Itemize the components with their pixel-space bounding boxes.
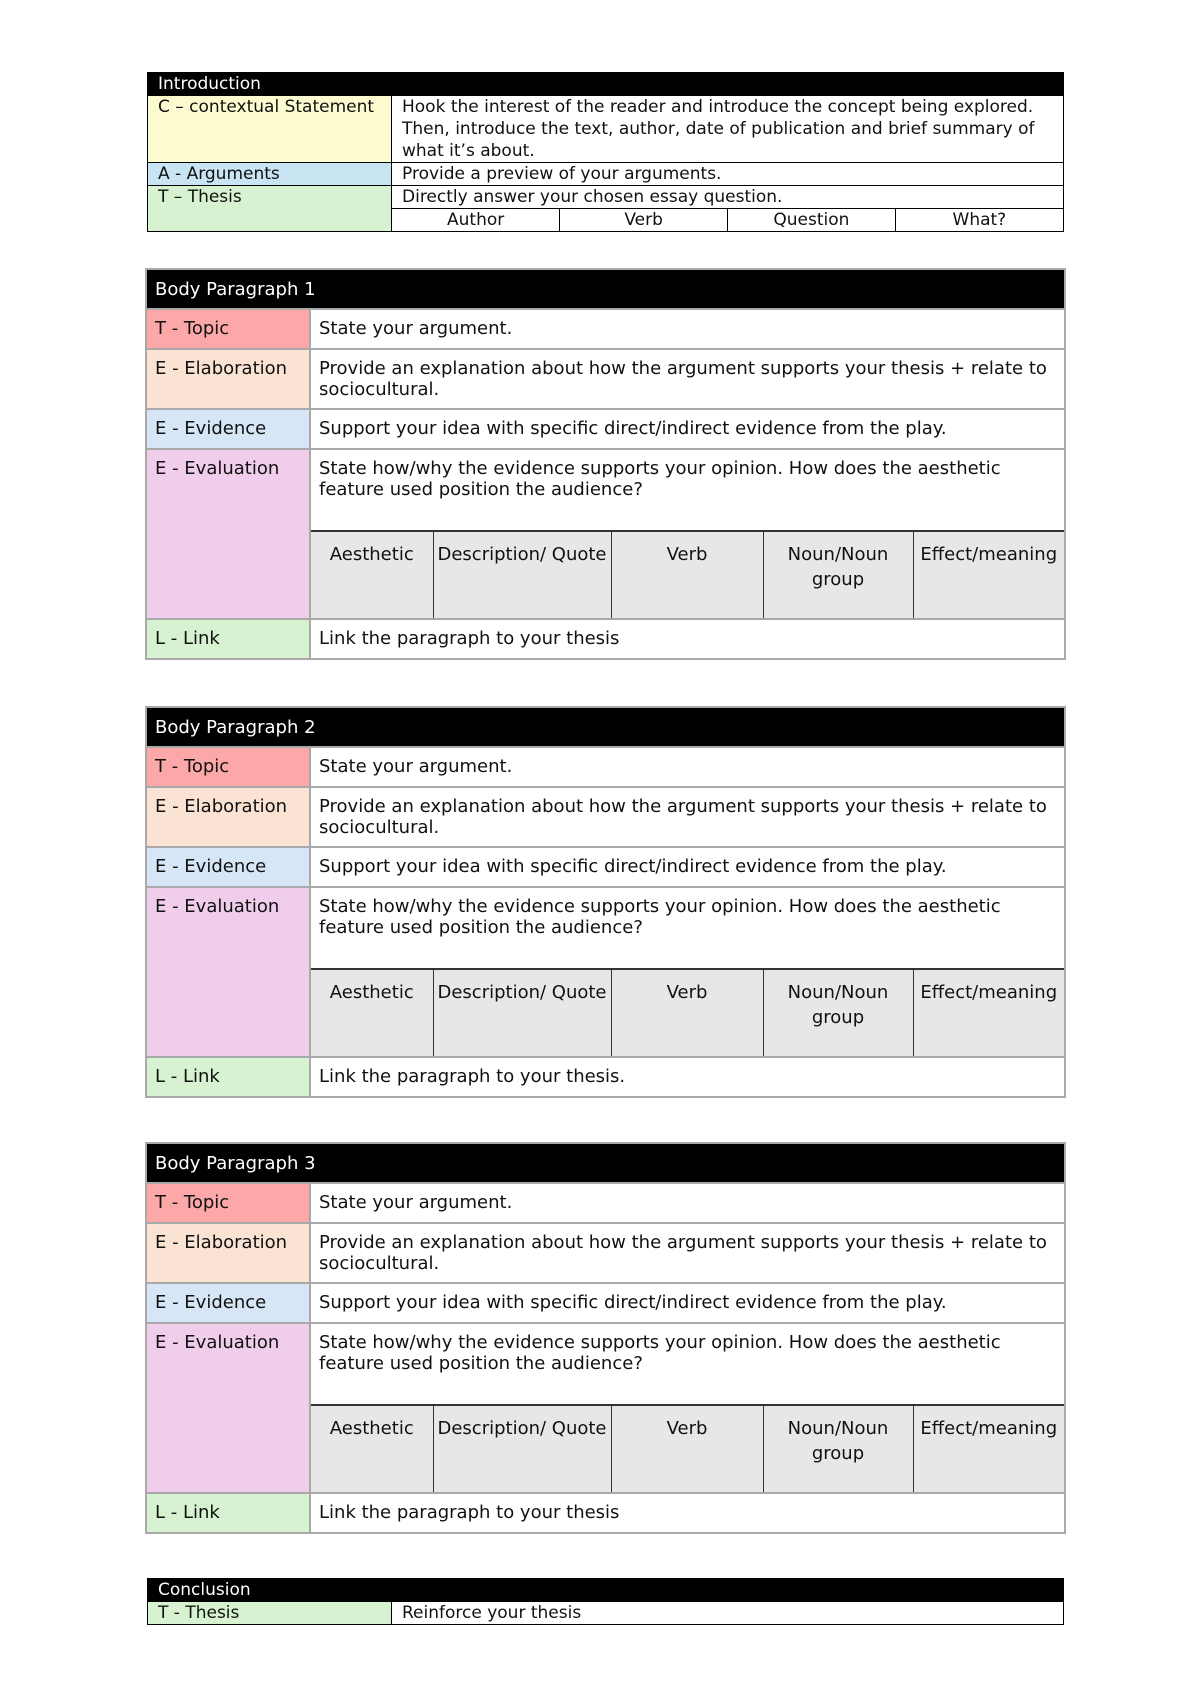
row-label: C – contextual Statement <box>148 96 392 163</box>
link-label: L - Link <box>146 1057 310 1097</box>
evidence-text: Support your idea with specific direct/indirect evidence from the play. <box>310 1283 1065 1323</box>
topic-text: State your argument. <box>310 747 1065 787</box>
evaluation-text: State how/why the evidence supports your opinion. How does the aesthetic feature used position the audience? <box>319 896 1001 938</box>
row-label: T - Thesis <box>148 1602 392 1625</box>
column-header: Effect/meaning <box>913 1405 1064 1492</box>
elaboration-text: Provide an explanation about how the argument supports your thesis + relate to sociocultural. <box>310 349 1065 409</box>
column-header: Author <box>447 210 505 230</box>
elaboration-label: E - Elaboration <box>146 787 310 847</box>
column-header: Description/ Quote <box>433 969 611 1056</box>
evidence-text: Support your idea with specific direct/indirect evidence from the play. <box>310 409 1065 449</box>
column-header: Aesthetic <box>311 1405 433 1492</box>
column-header: Description/ Quote <box>433 531 611 618</box>
evaluation-text: State how/why the evidence supports your opinion. How does the aesthetic feature used position the audience? <box>319 458 1001 500</box>
row-text: Hook the interest of the reader and introduce the concept being explored. Then, introduce the text, author, date of publication and brief summary of what it’s about. <box>392 96 1064 163</box>
column-header: Verb <box>611 531 763 618</box>
elaboration-label: E - Elaboration <box>146 1223 310 1283</box>
evaluation-label: E - Evaluation <box>146 1323 310 1493</box>
link-text: Link the paragraph to your thesis <box>310 619 1065 659</box>
body-paragraph-2-table <box>145 706 1066 1098</box>
evidence-label: E - Evidence <box>146 409 310 449</box>
conclusion-table <box>147 1578 1064 1625</box>
section-header: Body Paragraph 3 <box>146 1143 1065 1183</box>
evidence-label: E - Evidence <box>146 847 310 887</box>
link-label: L - Link <box>146 619 310 659</box>
column-header: Description/ Quote <box>433 1405 611 1492</box>
evaluation-grid <box>311 530 1064 618</box>
column-header: Noun/Noun group <box>763 531 913 618</box>
link-text: Link the paragraph to your thesis <box>310 1493 1065 1533</box>
evidence-text: Support your idea with specific direct/indirect evidence from the play. <box>310 847 1065 887</box>
column-header: Verb <box>611 969 763 1056</box>
column-header: Question <box>728 209 896 231</box>
evaluation-cell <box>310 449 1065 619</box>
row-text: Directly answer your chosen essay question. <box>392 186 1064 209</box>
section-header: Body Paragraph 1 <box>146 269 1065 309</box>
body-paragraph-1-table <box>145 268 1066 660</box>
evaluation-cell <box>310 887 1065 1057</box>
evaluation-label: E - Evaluation <box>146 887 310 1057</box>
column-header: Verb <box>560 209 728 231</box>
thesis-columns <box>392 209 1064 232</box>
topic-label: T - Topic <box>146 1183 310 1223</box>
elaboration-text: Provide an explanation about how the argument supports your thesis + relate to sociocultural. <box>310 787 1065 847</box>
section-header: Body Paragraph 2 <box>146 707 1065 747</box>
column-header: What? <box>895 209 1063 231</box>
column-header: Noun/Noun group <box>763 1405 913 1492</box>
column-header: Effect/meaning <box>913 969 1064 1056</box>
topic-label: T - Topic <box>146 747 310 787</box>
column-header: Aesthetic <box>311 969 433 1056</box>
row-text: Reinforce your thesis <box>392 1602 1064 1625</box>
evaluation-text: State how/why the evidence supports your opinion. How does the aesthetic feature used position the audience? <box>319 1332 1001 1374</box>
elaboration-text: Provide an explanation about how the argument supports your thesis + relate to sociocultural. <box>310 1223 1065 1283</box>
evaluation-label: E - Evaluation <box>146 449 310 619</box>
row-label: A - Arguments <box>148 163 392 186</box>
elaboration-label: E - Elaboration <box>146 349 310 409</box>
link-label: L - Link <box>146 1493 310 1533</box>
row-text: Provide a preview of your arguments. <box>392 163 1064 186</box>
section-header: Conclusion <box>148 1579 1064 1602</box>
evaluation-cell <box>310 1323 1065 1493</box>
evaluation-grid <box>311 1404 1064 1492</box>
body-paragraph-3-table <box>145 1142 1066 1534</box>
column-header: Noun/Noun group <box>763 969 913 1056</box>
column-header: Verb <box>611 1405 763 1492</box>
evaluation-grid <box>311 968 1064 1056</box>
column-header: Effect/meaning <box>913 531 1064 618</box>
row-label: T – Thesis <box>148 186 392 232</box>
evidence-label: E - Evidence <box>146 1283 310 1323</box>
topic-text: State your argument. <box>310 1183 1065 1223</box>
section-header: Introduction <box>148 73 1064 96</box>
column-header: Aesthetic <box>311 531 433 618</box>
link-text: Link the paragraph to your thesis. <box>310 1057 1065 1097</box>
introduction-table <box>147 72 1064 232</box>
topic-label: T - Topic <box>146 309 310 349</box>
topic-text: State your argument. <box>310 309 1065 349</box>
